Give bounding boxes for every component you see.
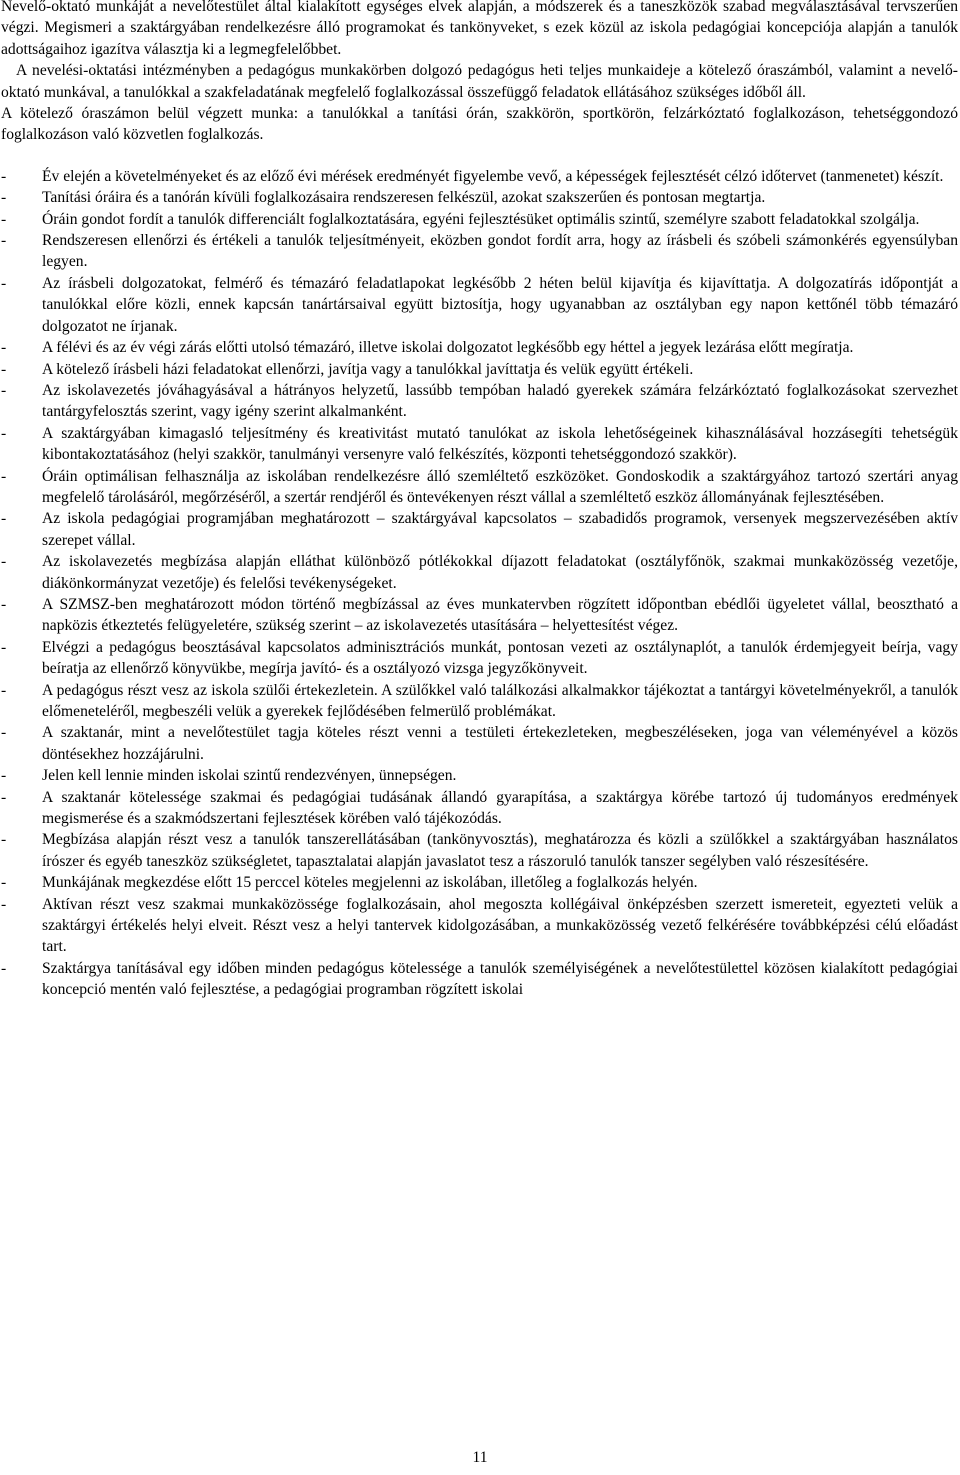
list-bullet: - xyxy=(1,767,7,785)
list-item-text: A félévi és az év végi zárás előtti utolsó témazáró, illetve iskolai dolgozatot legkésőbb egy héttel a jegyek lezárása előtt megíratja. xyxy=(42,339,854,357)
list-item xyxy=(1,423,958,466)
list-item xyxy=(1,680,958,723)
list-item-text: Elvégzi a pedagógus beosztásával kapcsolatos adminisztrációs munkát, pontosan vezeti az osztálynaplót, a tanulók érdemjegyeit beírja, vagy beíratja az ellenőrző könyvükbe, megírja javító- és a osztályozó vizsga jegyzőkönyveit. xyxy=(42,638,958,678)
list-bullet: - xyxy=(1,874,7,892)
list-item-text: A szaktárgyában kimagasló teljesítmény és kreativitást mutató tanulókat az iskola lehetőségeinek kihasználásával hozzásegíti tehetségük kibontakoztatásához (helyi szakkör, tanulmányi versenyre való felkészítés, központi tehetséggondozó szakkör). xyxy=(42,424,958,464)
list-item xyxy=(1,337,958,358)
list-item-text: A szaktanár, mint a nevelőtestület tagja köteles részt venni a testületi értekezleteken, megbeszéléseken, joga van véleményével a közös döntésekhez hozzájárulni. xyxy=(42,724,958,763)
list-item xyxy=(1,359,958,380)
list-bullet: - xyxy=(1,424,7,442)
list-item-text: A SZMSZ-ben meghatározott módon történő megbízással az éves munkatervben rögzített időpontban ebédlői ügyeletet vállal, beosztható a napközis étkeztetés felügyeletére, szükség szerint – az iskolavezetés utasítására – helyettesítést végez. xyxy=(42,595,958,635)
list-bullet: - xyxy=(1,895,7,913)
list-item-text: Év elején a követelményeket és az előző évi mérések eredményét figyelembe vevő, a képességek fejlesztését célzó időtervet (tanmenetet) készít. xyxy=(42,167,944,185)
list-item xyxy=(1,637,958,680)
list-item-text: Tanítási óráira és a tanórán kívüli foglalkozásaira rendszeresen felkészül, azokat szakszerűen és pontosan megtartja. xyxy=(42,189,766,207)
list-item-text: Rendszeresen ellenőrzi és értékeli a tanulók teljesítményeit, eközben gondot fordít arra, hogy az írásbeli és szóbeli számonkérés egyensúlyban legyen. xyxy=(42,232,958,271)
list-item-text: Aktívan részt vesz szakmai munkaközössége foglalkozásain, ahol megoszta kollégáival önképzésben szerzett ismereteit, egyezteti velük a szaktárgyi értékelés helyi elveit. Részt vesz a helyi tantervek kidolgozásában, a munkaközösség vezető felkérésére továbbképzési célú előadást tart. xyxy=(42,895,958,956)
list-item-text: Óráin gondot fordít a tanulók differenciált foglalkoztatására, egyéni fejlesztésüket optimális szintű, személyre szabott feladatokkal szolgálja. xyxy=(42,210,920,228)
paragraph-mandatory-hours: A kötelező óraszámon belül végzett munka: a tanulókkal a tanítási órán, szakkörön, sportkörön, felzárkóztató foglalkozáson, tehetséggondozó foglalkozáson való közvetlen foglalkozás. xyxy=(1,105,958,144)
list-item xyxy=(1,187,958,208)
list-bullet: - xyxy=(1,553,7,571)
list-item xyxy=(1,209,958,230)
list-item xyxy=(1,273,958,337)
list-item xyxy=(1,230,958,273)
list-bullet: - xyxy=(1,681,7,699)
list-item xyxy=(1,722,958,765)
list-bullet: - xyxy=(1,638,7,656)
list-item-text: Az iskolavezetés jóváhagyásával a hátrányos helyzetű, lassúbb tempóban haladó gyerekek számára felzárkóztató foglalkozásokat szervezhet tantárgyfelosztás szerint, vagy igény szerint alkalmanként. xyxy=(42,381,958,421)
list-item-text: Az iskola pedagógiai programjában meghatározott – szaktárgyával kapcsolatos – szabadidős programok, versenyek megszervezésében aktív szerepet vállal. xyxy=(42,510,958,549)
list-bullet: - xyxy=(1,467,7,485)
list-item-text: A szaktanár kötelessége szakmai és pedagógiai tudásának állandó gyarapítása, a szaktárgya körébe tartozó új tudományos eredmények megismerése és a szakmódszertani fejlesztések körében való tájékozódás. xyxy=(42,788,958,828)
list-item xyxy=(1,787,958,830)
list-bullet: - xyxy=(1,595,7,613)
list-item xyxy=(1,594,958,637)
list-item-text: Munkájának megkezdése előtt 15 perccel köteles megjelenni az iskolában, illetőleg a foglalkozás helyén. xyxy=(42,874,698,892)
list-item xyxy=(1,829,958,872)
list-item xyxy=(1,466,958,509)
paragraph-intro: Nevelő-oktató munkáját a nevelőtestület által kialakított egységes elvek alapján, a módszerek és a taneszközök szabad megválasztásával tervszerűen végzi. Megismeri a szaktárgyában rendelkezésre álló programokat és tankönyveket, s ezek közül az iskola pedagógiai koncepciója alapján a tanulók adottságaihoz igazítva választja ki a legmegfelelőbbet. xyxy=(1,0,958,58)
list-bullet: - xyxy=(1,210,7,228)
list-bullet: - xyxy=(1,339,7,357)
list-item xyxy=(1,765,958,786)
list-item-text: A pedagógus részt vesz az iskola szülői értekezletein. A szülőkkel való találkozási alkalmakkor tájékoztat a tantárgyi követelményekről, a tanulók előmeneteléről, megbeszéli velük a gyerekek fejlődésében felmerülő problémákat. xyxy=(42,681,958,720)
list-item-text: A kötelező írásbeli házi feladatokat ellenőrzi, javítja vagy a tanulókkal javíttatja és velük együtt értékeli. xyxy=(42,360,694,378)
duties-list xyxy=(1,166,958,1001)
list-bullet: - xyxy=(1,167,7,185)
list-bullet: - xyxy=(1,831,7,849)
list-item xyxy=(1,894,958,958)
list-item-text: Óráin optimálisan felhasználja az iskolában rendelkezésre álló szemléltető eszközöket. Gondoskodik a szaktárgyához tartozó szertári anyag megfelelő tárolásáról, megőrzéséről, a szertár rendjéről és öntevékenyen részt vállal a szemléltető eszköz állományának fejlesztésében. xyxy=(42,467,958,506)
list-item xyxy=(1,551,958,594)
list-bullet: - xyxy=(1,274,7,292)
list-item-text: Az iskolavezetés megbízása alapján elláthat különböző pótlékokkal díjazott feladatokat (osztályfőnök, szakmai munkaközösség vezetője, diákönkormányzat vezetője) és felelősi tevékenységeket. xyxy=(42,553,958,592)
list-item-text: Az írásbeli dolgozatokat, felmérő és témazáró feladatlapokat legkésőbb 2 héten belül kijavítja és kijavíttatja. A dolgozatírás időpontját a tanulókkal előre közli, ennek kapcsán tanártársaival együtt biztosítja, hogy ugyanabban az osztályban egy napon kettőnél több témazáró dolgozatot ne írjanak. xyxy=(42,274,958,335)
list-bullet: - xyxy=(1,232,7,250)
list-bullet: - xyxy=(1,724,7,742)
list-item xyxy=(1,958,958,1001)
list-item xyxy=(1,872,958,893)
page-number: 11 xyxy=(472,1449,488,1466)
list-item-text: Megbízása alapján részt vesz a tanulók tanszerellátásában (tankönyvosztás), meghatározza és közli a szülőkkel a szaktárgyában használatos írószer és egyéb taneszköz szükségletet, tapasztalatai alapján javaslatot tesz a rászoruló tanulók tanszer segélyben való részesítésére. xyxy=(42,831,958,870)
list-item-text: Szaktárgya tanításával egy időben minden pedagógus kötelessége a tanulók személyiségének a nevelőtestülettel közösen kialakított pedagógiai koncepció mentén való fejlesztése, a pedagógiai programban rögzített iskolai xyxy=(42,959,958,999)
list-bullet: - xyxy=(1,959,7,977)
list-bullet: - xyxy=(1,381,7,399)
list-item-text: Jelen kell lennie minden iskolai szintű rendezvényen, ünnepségen. xyxy=(42,767,457,785)
list-item xyxy=(1,380,958,423)
paragraph-working-hours: A nevelési-oktatási intézményben a pedagógus munkakörben dolgozó pedagógus heti teljes munkaideje a kötelező óraszámból, valamint a nevelő-oktató munkával, a tanulókkal a szakfeladatának megfelelő foglalkozással összefüggő feladatok ellátásához szükséges időből áll. xyxy=(1,62,958,101)
list-bullet: - xyxy=(1,788,7,806)
section-spacer xyxy=(1,146,958,166)
list-bullet: - xyxy=(1,360,7,378)
list-bullet: - xyxy=(1,510,7,528)
list-item xyxy=(1,166,958,187)
list-item xyxy=(1,508,958,551)
list-bullet: - xyxy=(1,189,7,207)
